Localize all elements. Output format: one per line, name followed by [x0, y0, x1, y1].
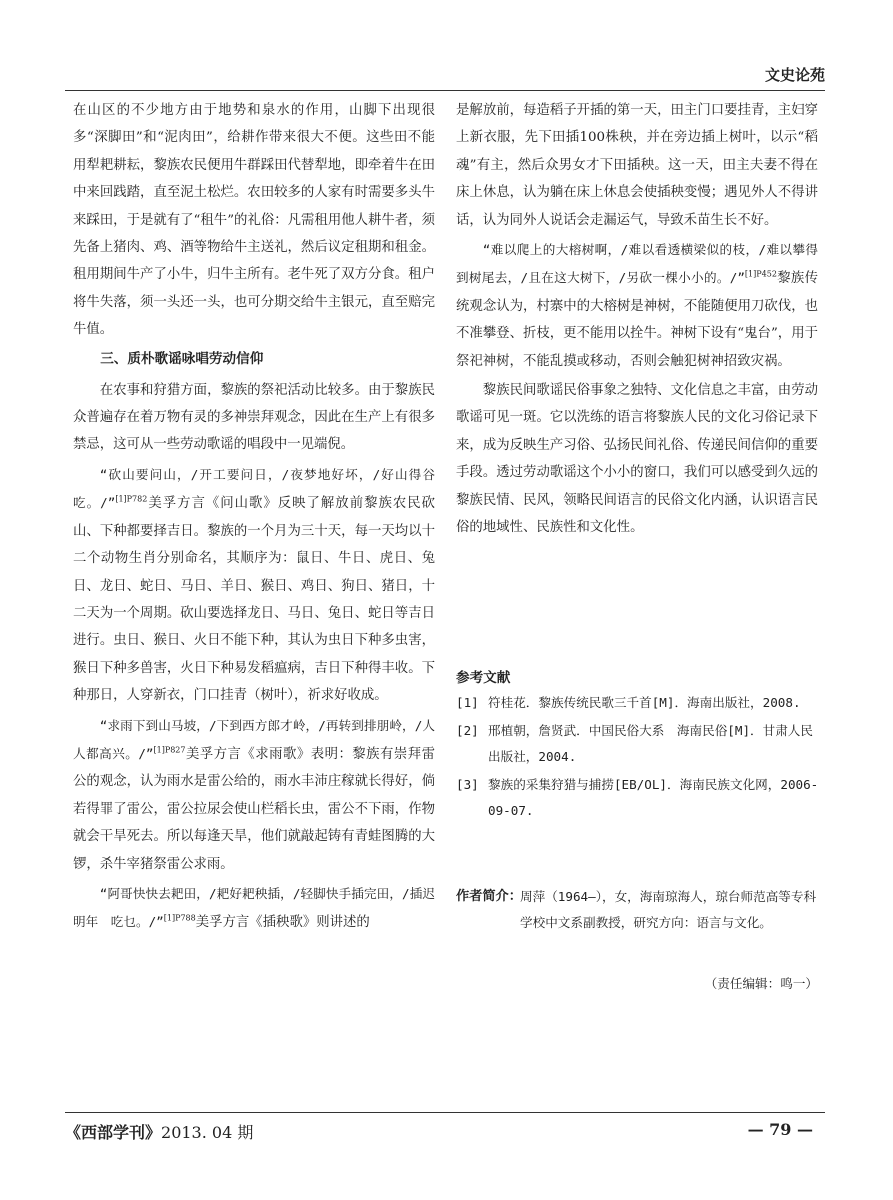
left-column [73, 97, 435, 939]
song-quote: “砍山要问山，/开工要问日，/夜梦地好坏，/好山得谷吃。/” [73, 466, 435, 511]
paragraph: 是解放前，每造稻子开插的第一天，田主门口要挂青，主妇穿上新衣服，先下田插100株秧，并在旁边插上树叶，以示“稻魂”有主，然后众男女才下田插秧。这一天，田主夫妻不得在床上休息，认为躺在床上休息会使插秧变慢；遇见外人不得讲话，认为同外人说话会走漏运气，导致禾苗生长不好。 [456, 103, 818, 228]
reference-number: [3] [456, 777, 479, 792]
song-paragraph [73, 880, 435, 937]
journal-issue: 2013. 04 期 [161, 1123, 254, 1142]
reference-number: [2] [456, 723, 479, 738]
journal-name: 《西部学刊》 [65, 1123, 162, 1142]
paragraph-text: 美孚方言《问山歌》反映了解放前黎族农民砍山、下种都要择吉日。黎族的一个月为三十天，每一天均以十二个动物生肖分别命名，其顺序为：鼠日、牛日、虎日、兔日、龙日、蛇日、马日、羊日、猴日、鸡日、狗日、猪日，十二天为一个周期。砍山要选择龙日、马日、兔日、蛇日等吉日进行。虫日、猴日、火日不能下种，其认为虫日下种多虫害，猴日下种多兽害，火日下种易发稻瘟病，吉日下种得丰收。下种那日，人穿新衣，门口挂青（树叶），祈求好收成。 [73, 496, 435, 704]
citation: [1]P452 [744, 269, 777, 279]
paragraph-text: 黎族传统观念认为，村寨中的大榕树是神树，不能随便用刀砍伐，也不准攀登、折枝，更不能用以拴牛。神树下设有“鬼台”，用于祭祀神树，不能乱摸或移动，否则会触犯树神招致灾祸。 [456, 271, 818, 369]
journal-info [65, 1120, 253, 1143]
song-quote: “阿哥快快去耙田，/耙好耙秧插，/轻脚快手插完田，/插迟明年 吃乜。/” [73, 885, 435, 930]
reference-text: 邢植朝，詹贤武．中国民俗大系 海南民俗[M]．甘肃人民出版社，2004. [488, 723, 813, 764]
editor-note: （责任编辑：鸣一） [704, 976, 818, 991]
section-title: 文史论苑 [764, 66, 825, 84]
author-bio-label: 作者简介： [456, 889, 522, 904]
reference-text: 黎族的采集狩猎与捕捞[EB/OL]．海南民族文化网，2006-09-07. [488, 777, 819, 818]
citation: [1]P827 [153, 745, 186, 755]
header-rule [65, 90, 825, 91]
paragraph-text: 美孚方言《求雨歌》表明：黎族有崇拜雷公的观念，认为雨水是雷公给的，雨水丰沛庄稼就长得好，倘若得罪了雷公，雷公拉尿会使山栏稻长虫，雷公不下雨，作物就会干旱死去。所以每逢天旱，他们就敲起铸有青蛙图腾的大锣，杀牛宰猪祭雷公求雨。 [73, 746, 436, 872]
right-column [456, 97, 818, 544]
song-paragraph [73, 712, 435, 878]
references [456, 666, 820, 826]
song-paragraph [456, 236, 818, 375]
paragraph: 在山区的不少地方由于地势和泉水的作用，山脚下出现很多“深脚田”和“泥肉田”，给耕作带来很大不便。这些田不能用犁耙耕耘，黎族农民便用牛群踩田代替犁地，即牵着牛在田中来回践踏，直至泥土松烂。农田较多的人家有时需要多头牛来踩田，于是就有了“租牛”的礼俗：凡需租用他人耕牛者，须先备上猪肉、鸡、酒等物给牛主送礼，然后议定租期和租金。租用期间牛产了小牛，归牛主所有。老牛死了双方分食。租户将牛失落，须一头还一头，也可分期交给牛主银元，直至赔完牛值。 [73, 103, 435, 338]
song-quote: “求雨下到山马坡，/下到西方郎才岭，/再转到排朋岭，/人人都高兴。/” [73, 717, 435, 761]
citation: [1]P782 [115, 494, 148, 504]
page-header [65, 64, 825, 94]
paragraph: 黎族民间歌谣民俗事象之独特、文化信息之丰富，由劳动歌谣可见一斑。它以洗练的语言将黎族人民的文化习俗记录下来，成为反映生产习俗、弘扬民间礼俗、传递民间信仰的重要手段。透过劳动歌谣这个小小的窗口，我们可以感受到久远的黎族民情、民风，领略民间语言的民俗文化内涵，认识语言民俗的地域性、民族性和文化性。 [456, 383, 818, 536]
reference-item [456, 772, 820, 824]
reference-item [456, 690, 820, 716]
page-footer [65, 1100, 825, 1140]
reference-number: [1] [456, 695, 479, 710]
citation: [1]P788 [163, 913, 196, 923]
reference-text: 符桂花．黎族传统民歌三千首[M]．海南出版社，2008. [488, 695, 801, 710]
paragraph-text: 美孚方言《插秧歌》则讲述的 [195, 915, 370, 931]
song-quote: “难以爬上的大榕树啊，/难以看透横梁似的枝，/难以攀得到树尾去，/且在这大树下，/另砍一棵小小的。/” [456, 242, 818, 286]
paragraph: 在农事和狩猎方面，黎族的祭祀活动比较多。由于黎族民众普遍存在着万物有灵的多神崇拜观念，因此在生产上有很多禁忌，这可从一些劳动歌谣的唱段中一见端倪。 [73, 382, 435, 453]
footer-rule [65, 1112, 825, 1113]
references-title: 参考文献 [456, 670, 511, 686]
reference-item [456, 718, 820, 770]
section-heading: 三、质朴歌谣咏唱劳动信仰 [100, 350, 264, 367]
author-bio [456, 884, 820, 936]
song-paragraph [73, 461, 435, 710]
author-bio-text: 周萍（1964—），女，海南琼海人，琼台师范高等专科学校中文系副教授，研究方向：语言与文化。 [520, 889, 817, 930]
page-number: — 79 — [747, 1120, 813, 1139]
